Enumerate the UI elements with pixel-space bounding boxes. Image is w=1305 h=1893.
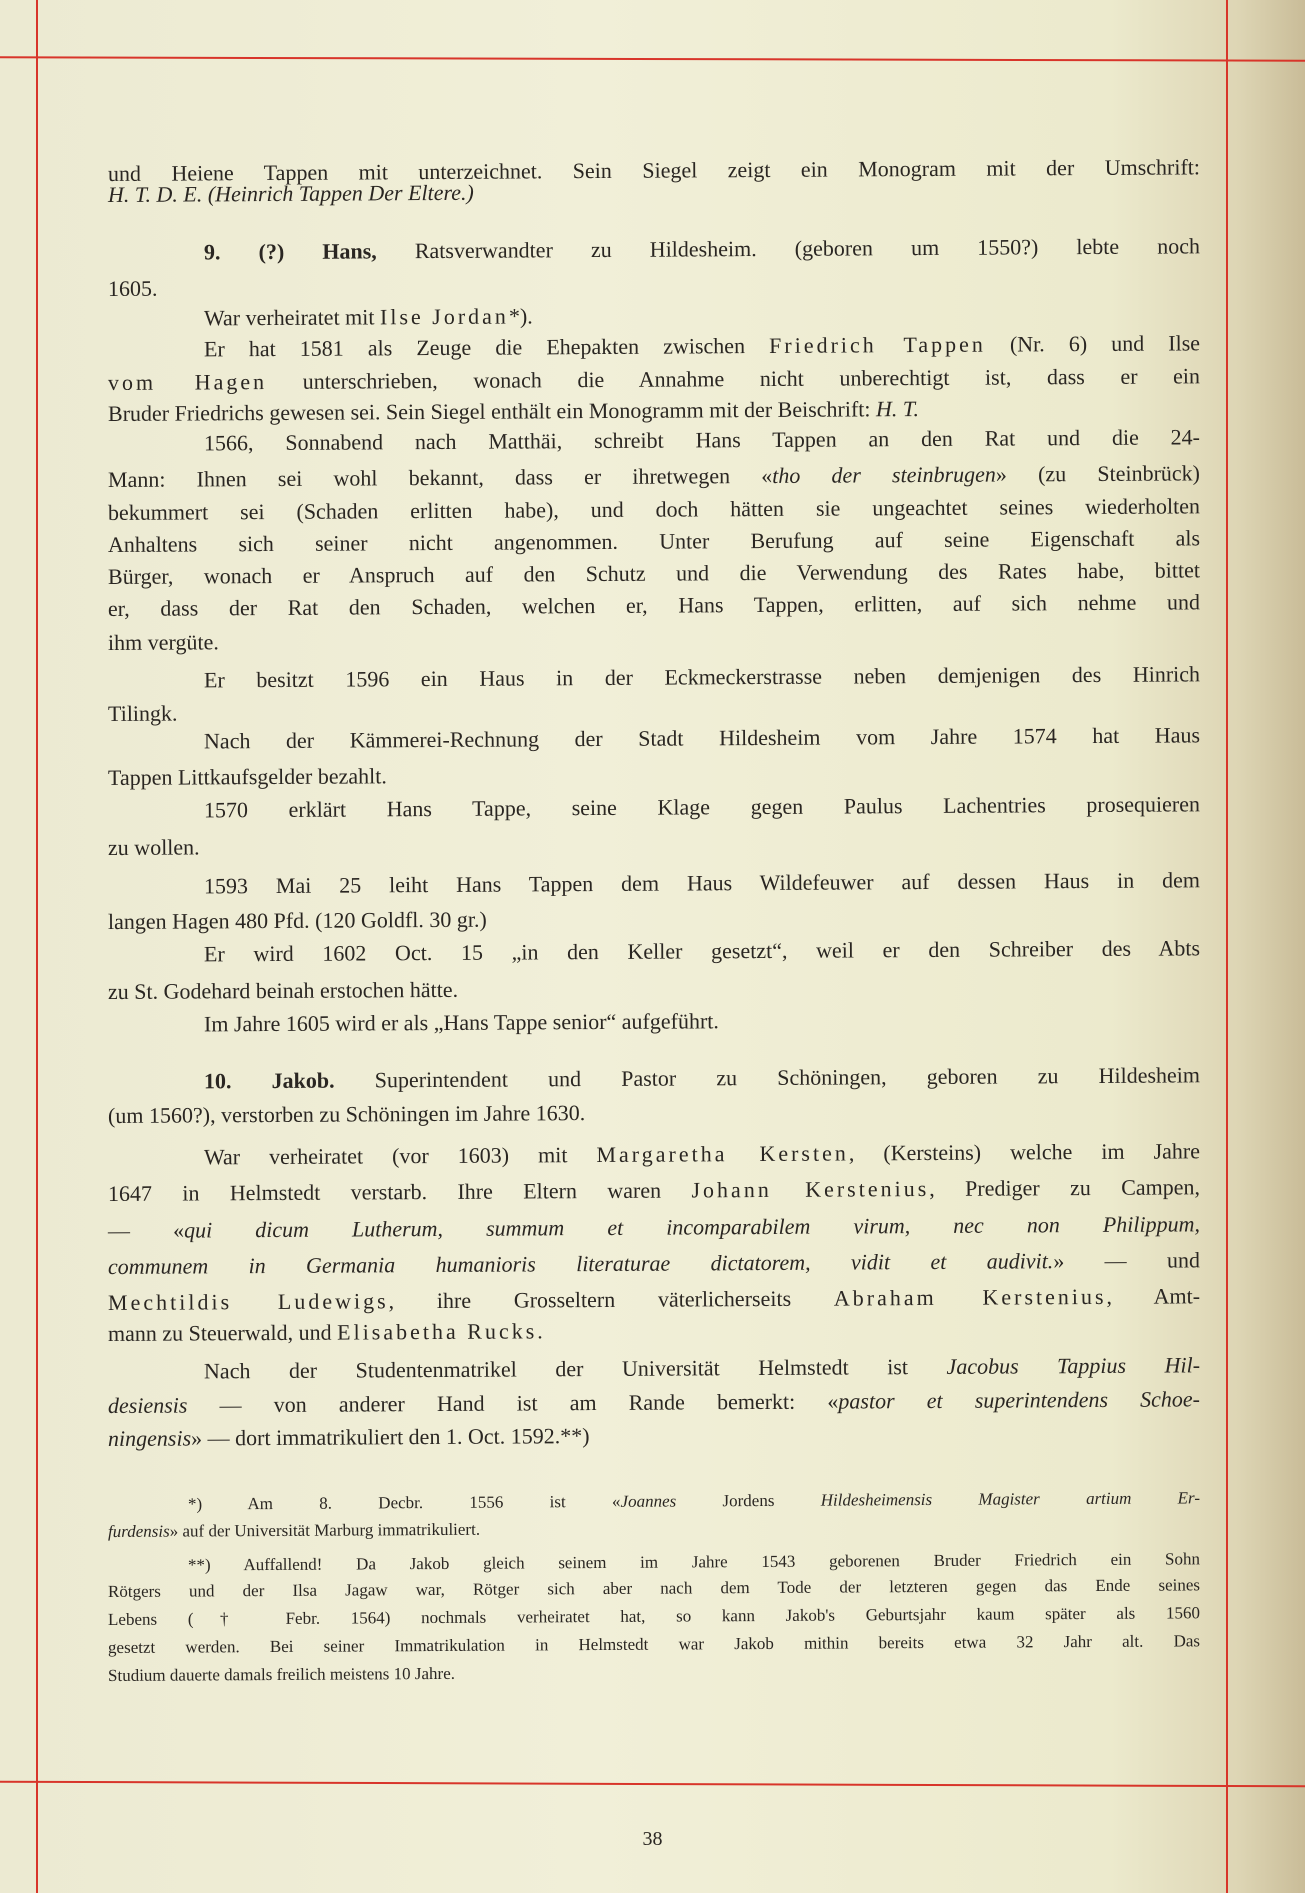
body-text-segment: , (Kersteins) welche im Jahre	[848, 1138, 1201, 1166]
footnote-text-segment: Rötgers und der Ilsa Jagaw war, Rötger sich aber nach dem Tode der letzteren gegen das Ende seines	[107, 1575, 1201, 1601]
body-text-segment: War verheiratet (vor 1603) mit	[203, 1142, 597, 1170]
footnote-text-segment: Joannes	[620, 1491, 677, 1511]
body-text-segment: Elisabetha Rucks	[337, 1318, 538, 1345]
body-line	[108, 556, 1200, 591]
margin-rule-top	[0, 56, 1305, 61]
footnote-line	[108, 1658, 1200, 1687]
body-text-segment: ningensis	[107, 1425, 192, 1451]
body-line	[108, 971, 1200, 1006]
body-line	[108, 268, 1200, 303]
body-text-segment: 1566, Sonnabend nach Matthäi, schreibt Hans Tappen an den Rat und die 24-	[203, 424, 1201, 456]
margin-rule-right	[1226, 0, 1228, 1893]
body-text-segment: War verheiratet mit	[203, 304, 381, 331]
body-line	[108, 790, 1200, 825]
body-line	[108, 757, 1200, 792]
body-text-segment: Margaretha Kersten	[596, 1140, 849, 1168]
body-line	[108, 827, 1200, 862]
body-line	[108, 1061, 1200, 1096]
body-text-segment: qui dicum Lutherum, summum et incomparabilem virum, nec non Philippum,	[183, 1211, 1201, 1243]
footnote-text-segment: Jordens	[676, 1490, 821, 1511]
body-text-segment: *).	[508, 303, 533, 329]
body-line	[108, 622, 1200, 657]
body-text-segment: und Heiene Tappen mit unterzeichnet. Sein Siegel zeigt ein Monogram mit der Umschrift:	[107, 154, 1201, 186]
body-text-segment: Bruder Friedrichs gewesen sei. Sein Siegel enthält ein Monogramm mit der Beischrift:	[107, 396, 877, 426]
body-line	[108, 1385, 1200, 1420]
footnote-text-segment: » auf der Universität Marburg immatrikuliert.	[169, 1519, 481, 1541]
body-line	[108, 1173, 1200, 1208]
body-line	[108, 1137, 1200, 1172]
body-text-segment: vom Hagen	[107, 369, 268, 395]
body-line	[108, 459, 1200, 494]
body-text-segment: Nach der Kämmerei-Rechnung der Stadt Hildesheim vom Jahre 1574 hat Haus	[203, 722, 1201, 754]
body-line	[108, 524, 1200, 559]
body-line	[108, 866, 1200, 901]
body-line	[108, 1004, 1200, 1039]
body-text-segment: Ratsverwandter zu Hildesheim. (geboren um 1550?) lebte noch	[376, 233, 1201, 264]
body-text-segment: — von anderer Hand ist am Rande bemerkt: «	[187, 1388, 839, 1418]
body-text-segment: desiensis	[107, 1392, 188, 1418]
body-line	[108, 362, 1200, 397]
body-line	[108, 298, 1200, 333]
body-line	[108, 1351, 1200, 1386]
body-text-segment: er, dass der Rat den Schaden, welchen er, Hans Tappen, erlitten, auf sich nehme und	[107, 589, 1201, 621]
body-line	[108, 329, 1200, 364]
body-text-segment: (um 1560?), verstorben zu Schöningen im Jahre 1630.	[107, 1100, 586, 1128]
body-line	[108, 232, 1200, 267]
body-line	[108, 423, 1200, 458]
body-text-segment: » (zu Steinbrück)	[995, 460, 1201, 487]
footnote-text-segment: Hildesheimensis Magister artium Er-	[820, 1488, 1201, 1510]
body-text-segment: , ihre Grosseltern väterlicherseits	[388, 1285, 834, 1314]
body-text-segment: Er wird 1602 Oct. 15 „in den Keller gesetzt“, weil er den Schreiber des Abts	[203, 935, 1201, 967]
body-line	[108, 721, 1200, 756]
body-text-segment: 9. (?) Hans,	[203, 238, 377, 265]
margin-rule-left	[36, 0, 38, 1893]
body-text-segment: Tappen Littkaufsgelder bezahlt.	[107, 763, 387, 790]
page-number: 38	[642, 1828, 663, 1850]
body-text-segment: , Prediger zu Campen,	[929, 1174, 1201, 1201]
body-text-segment: 1570 erklärt Hans Tappe, seine Klage gegen Paulus Lachentries prosequieren	[203, 791, 1201, 823]
body-text-segment: 10. Jakob.	[203, 1067, 335, 1094]
footnote-text-segment: Studium dauerte damals freilich meistens 10 Jahre.	[107, 1663, 456, 1685]
body-text-segment: zu wollen.	[107, 834, 200, 860]
body-text-segment: Tilingk.	[107, 700, 178, 726]
body-text-segment: H. T.	[875, 396, 920, 422]
body-text-segment: ihm vergüte.	[107, 629, 219, 655]
footnote-line	[108, 1602, 1200, 1631]
body-text-segment: Anhaltens sich seiner nicht angenommen. Unter Berufung auf seine Eigenschaft als	[107, 525, 1201, 557]
body-text-segment: Superintendent und Pastor zu Schöningen, geboren zu Hildesheim	[334, 1062, 1201, 1093]
body-text-segment: Im Jahre 1605 wird er als „Hans Tappe senior“ aufgeführt.	[203, 1008, 719, 1037]
body-text-segment: Abraham Kerstenius	[833, 1283, 1107, 1311]
footnote-text-segment: **) Auffallend! Da Jakob gleich seinem im Jahre 1543 geborenen Bruder Friedrich ein Sohn	[187, 1549, 1201, 1575]
footnote-text-segment: gesetzt werden. Bei seiner Immatrikulation in Helmstedt war Jakob mithin bereits etwa 32 Jahr alt. Das	[107, 1631, 1201, 1657]
body-text-segment: Er hat 1581 als Zeuge die Ehepakten zwischen	[203, 332, 770, 362]
body-text-segment: » — und	[1053, 1247, 1201, 1274]
footnote-text-segment: *) Am 8. Decbr. 1556 ist «	[187, 1491, 621, 1514]
body-line	[108, 1282, 1200, 1317]
body-line	[108, 1246, 1200, 1281]
body-text-segment: 1605.	[107, 275, 158, 301]
body-text-segment: Friedrich Tappen	[769, 331, 986, 358]
body-line	[108, 393, 1200, 428]
footnote-text-segment: Lebens († Febr. 1564) nochmals verheiratet hat, so kann Jakob's Geburtsjahr kaum später als 1560	[107, 1603, 1201, 1629]
body-text-segment: H. T. D. E. (Heinrich Tappen Der Eltere.)	[107, 179, 474, 207]
body-text-segment: 1647 in Helmstedt verstarb. Ihre Eltern waren	[107, 1177, 692, 1206]
body-text-segment: — «	[107, 1217, 185, 1243]
body-line	[108, 1418, 1200, 1453]
body-line	[108, 660, 1200, 695]
body-line	[108, 588, 1200, 623]
body-text-segment: zu St. Godehard beinah erstochen hätte.	[107, 976, 459, 1004]
body-line	[108, 1313, 1200, 1348]
body-text-segment: Mechtildis Ludewigs	[107, 1288, 389, 1315]
body-text-segment: Er besitzt 1596 ein Haus in der Eckmeckerstrasse neben demjenigen des Hinrich	[203, 661, 1201, 693]
body-text-segment: unterschrieben, wonach die Annahme nicht unberechtigt ist, dass er ein	[267, 363, 1201, 395]
body-text-segment: pastor et superintendens Schoe-	[838, 1386, 1201, 1414]
body-line	[108, 1095, 1200, 1130]
body-text-segment: Bürger, wonach er Anspruch auf den Schutz und die Verwendung des Rates habe, bittet	[107, 557, 1201, 589]
margin-rule-bottom	[0, 1781, 1305, 1788]
body-text-segment: mann zu Steuerwald, und	[107, 1319, 338, 1346]
body-text-segment: Jacobus Tappius Hil-	[946, 1352, 1201, 1379]
body-line	[108, 492, 1200, 527]
body-text-segment: Ilse Jordan	[379, 303, 509, 330]
body-text-segment: tho der steinbrugen	[772, 461, 996, 488]
footnote-line	[108, 1487, 1200, 1516]
body-text-segment: langen Hagen 480 Pfd. (120 Goldfl. 30 gr.)	[107, 906, 487, 934]
body-text-segment: .	[537, 1318, 543, 1344]
body-text-segment: bekummert sei (Schaden erlitten habe), und doch hätten sie ungeachtet seines wiederholten	[107, 493, 1201, 525]
body-line	[108, 901, 1200, 936]
body-text-segment: Nach der Studentenmatrikel der Universität Helmstedt ist	[203, 1353, 947, 1384]
body-line	[108, 1210, 1200, 1245]
body-line	[108, 934, 1200, 969]
footnote-text-segment: furdensis	[107, 1521, 170, 1541]
body-text-segment: (Nr. 6) und Ilse	[985, 330, 1201, 357]
body-text-segment: Johann Kerstenius	[691, 1175, 930, 1203]
body-text-segment: 1593 Mai 25 leiht Hans Tappen dem Haus Wildefeuwer auf dessen Haus in dem	[203, 867, 1201, 899]
body-text-segment: , Amt-	[1106, 1283, 1201, 1309]
body-line	[108, 174, 1200, 209]
footnote-line	[108, 1574, 1200, 1603]
body-text-segment: communem in Germania humanioris literaturae dictatorem, vidit et audivit.	[107, 1248, 1054, 1279]
footnote-line	[108, 1630, 1200, 1659]
footnote-line	[108, 1548, 1200, 1577]
footnote-line	[108, 1514, 1200, 1543]
body-text-segment: » — dort immatrikuliert den 1. Oct. 1592.**)	[191, 1423, 590, 1451]
body-text-segment: Mann: Ihnen sei wohl bekannt, dass er ihretwegen «	[107, 462, 773, 492]
